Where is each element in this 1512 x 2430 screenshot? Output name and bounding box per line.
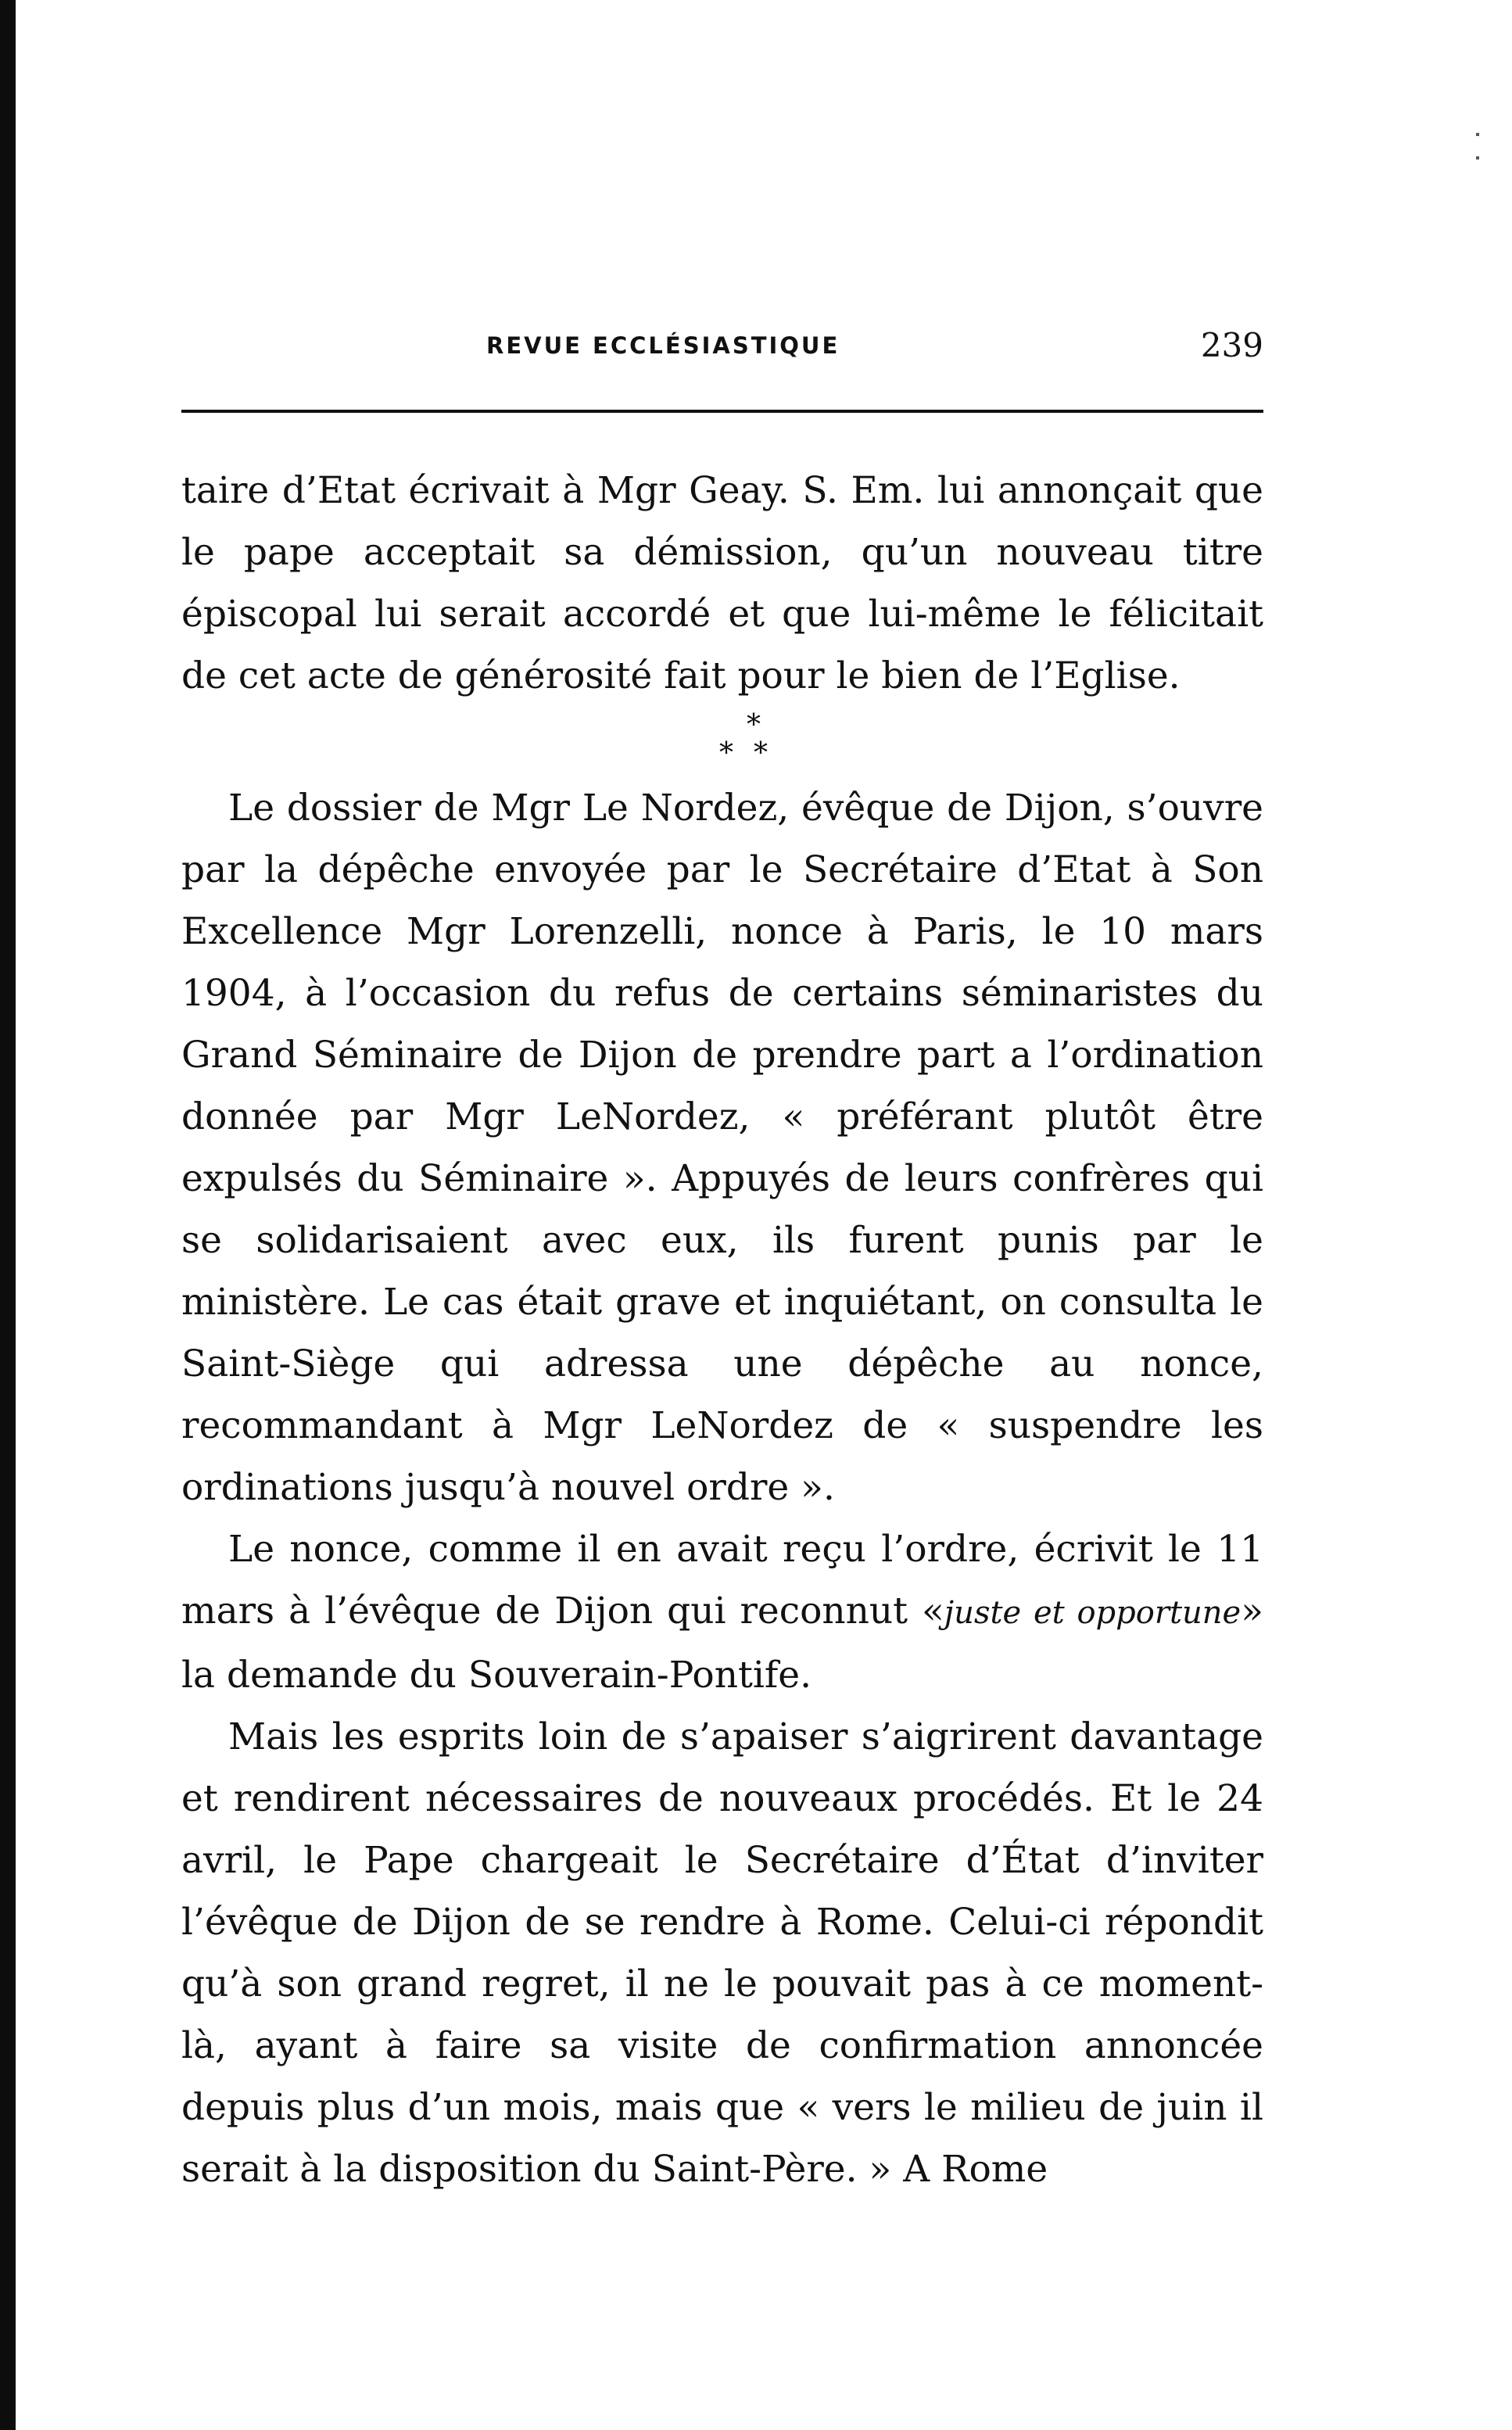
paragraph-3	[181, 1518, 1263, 1706]
paragraph-3-italic: juste et opportune	[944, 1595, 1241, 1631]
paragraph-2: Le dossier de Mgr Le Nordez, évêque de Dijon, s’ouvre par la dépêche envoyée par le Secrétaire d’Etat à Son Excellence Mgr Lorenzelli, nonce à Paris, le 10 mars 1904, à l’occasion du refus de certains séminaristes du Grand Séminaire de Dijon de prendre part a l’ordination donnée par Mgr LeNordez, « préférant plutôt être expulsés du Séminaire ». Appuyés de leurs confrères qui se solidarisaient avec eux, ils furent punis par le ministère. Le cas était grave et inquiétant, on consulta le Saint-Siège qui adressa une dépêche au nonce, recommandant à Mgr LeNordez de « suspendre les ordinations jusqu’à nouvel ordre ».	[181, 787, 1263, 1509]
page-body	[181, 460, 1263, 2200]
paragraph-3-start: Le nonce, comme il en avait reçu l’ordre, écrivit le 11 mars à l’évêque de Dijon qui reconnut «	[181, 1528, 1263, 1633]
paragraph-3-end: » la demande du Souverain-Pontife.	[181, 1590, 1263, 1697]
scan-specks	[1476, 133, 1481, 188]
scan-speck	[1476, 133, 1479, 136]
paragraph-1: taire d’Etat écrivait à Mgr Geay. S. Em. lui annonçait que le pape acceptait sa démission, qu’un nouveau titre épiscopal lui serait accordé et que lui-même le félicitait de cet acte de générosité fait pour le bien de l’Eglise.	[181, 469, 1263, 697]
header-rule	[181, 410, 1263, 413]
page-header	[181, 317, 1263, 371]
page-number: 239	[1200, 326, 1263, 364]
page-edge-shadow	[0, 0, 16, 2430]
paragraph-4: Mais les esprits loin de s’apaiser s’aigrirent davantage et rendirent nécessaires de nouveaux procédés. Et le 24 avril, le Pape chargeait le Secrétaire d’État d’inviter l’évêque de Dijon de se rendre à Rome. Celui-ci répondit qu’à son grand regret, il ne le pouvait pas à ce moment-là, ayant à faire sa visite de confirmation annoncée depuis plus d’un mois, mais que « vers le milieu de juin il serait à la disposition du Saint-Père. » A Rome	[181, 1715, 1263, 2191]
asterism-separator	[181, 707, 1263, 777]
scan-speck	[1476, 156, 1479, 159]
asterism-top: *	[747, 709, 761, 741]
asterism-bottom: **	[719, 737, 788, 769]
running-title: REVUE ECCLÉSIASTIQUE	[486, 332, 840, 359]
